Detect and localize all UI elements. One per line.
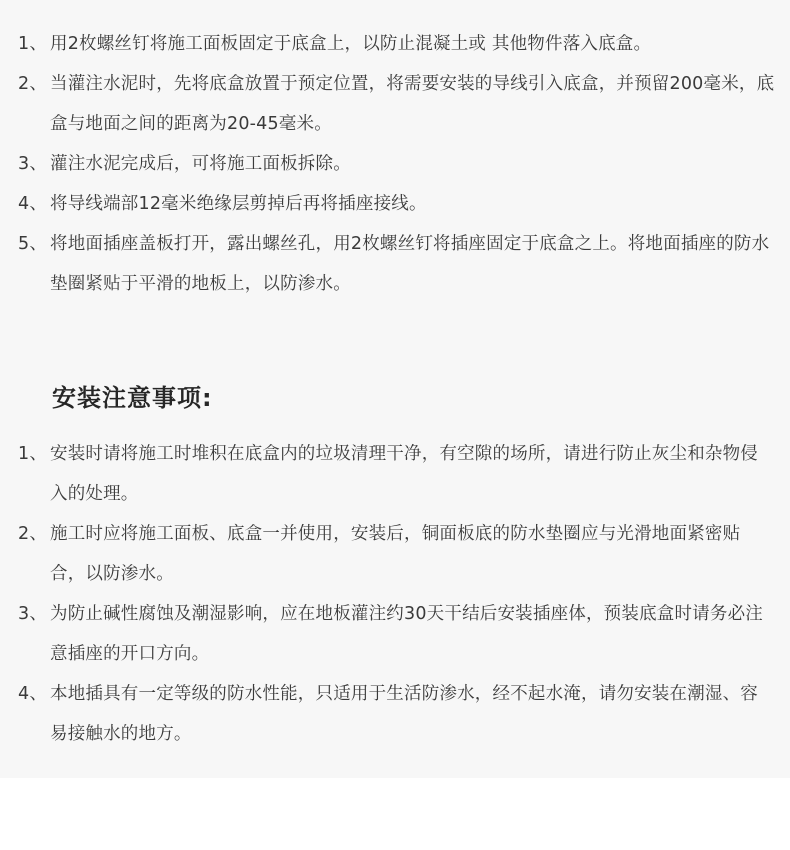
step-text: 灌注水泥完成后，可将施工面板拆除。 — [50, 154, 351, 174]
step-text: 将地面插座盖板打开，露出螺丝孔，用2枚螺丝钉将插座固定于底盒之上。将地面插座的防水垫圈紧贴于平滑的地板上，以防渗水。 — [50, 234, 770, 294]
bottom-margin — [0, 778, 790, 850]
note-4 — [0, 674, 775, 754]
note-number: 1、 — [18, 444, 48, 464]
step-text: 将导线端部12毫米绝缘层剪掉后再将插座接线。 — [50, 194, 427, 214]
note-text: 为防止碱性腐蚀及潮湿影响，应在地板灌注约30天干结后安装插座体，预装底盒时请务必注意插座的开口方向。 — [50, 604, 763, 664]
note-3 — [0, 594, 775, 674]
note-number: 4、 — [18, 684, 48, 704]
note-number: 3、 — [18, 604, 48, 624]
installation-notes — [0, 434, 775, 754]
note-text: 安装时请将施工时堆积在底盒内的垃圾清理干净，有空隙的场所，请进行防止灰尘和杂物侵入的处理。 — [50, 444, 758, 504]
step-number: 4、 — [18, 194, 48, 214]
note-number: 2、 — [18, 524, 48, 544]
notes-heading: 安装注意事项: — [52, 384, 213, 412]
install-step-4 — [0, 184, 775, 224]
note-2 — [0, 514, 775, 594]
note-1 — [0, 434, 775, 514]
note-text: 本地插具有一定等级的防水性能，只适用于生活防渗水，经不起水淹，请勿安装在潮湿、容易接触水的地方。 — [50, 684, 758, 744]
step-text: 当灌注水泥时，先将底盒放置于预定位置，将需要安装的导线引入底盒，并预留200毫米，底盒与地面之间的距离为20-45毫米。 — [50, 74, 775, 134]
install-step-3 — [0, 144, 775, 184]
install-step-5 — [0, 224, 775, 304]
installation-steps — [0, 24, 775, 304]
step-number: 1、 — [18, 34, 48, 54]
install-step-2 — [0, 64, 775, 144]
step-number: 3、 — [18, 154, 48, 174]
step-number: 2、 — [18, 74, 48, 94]
install-step-1 — [0, 24, 775, 64]
note-text: 施工时应将施工面板、底盒一并使用，安装后，铜面板底的防水垫圈应与光滑地面紧密贴合，以防渗水。 — [50, 524, 741, 584]
step-text: 用2枚螺丝钉将施工面板固定于底盒上，以防止混凝土或 其他物件落入底盒。 — [50, 34, 652, 54]
step-number: 5、 — [18, 234, 48, 254]
